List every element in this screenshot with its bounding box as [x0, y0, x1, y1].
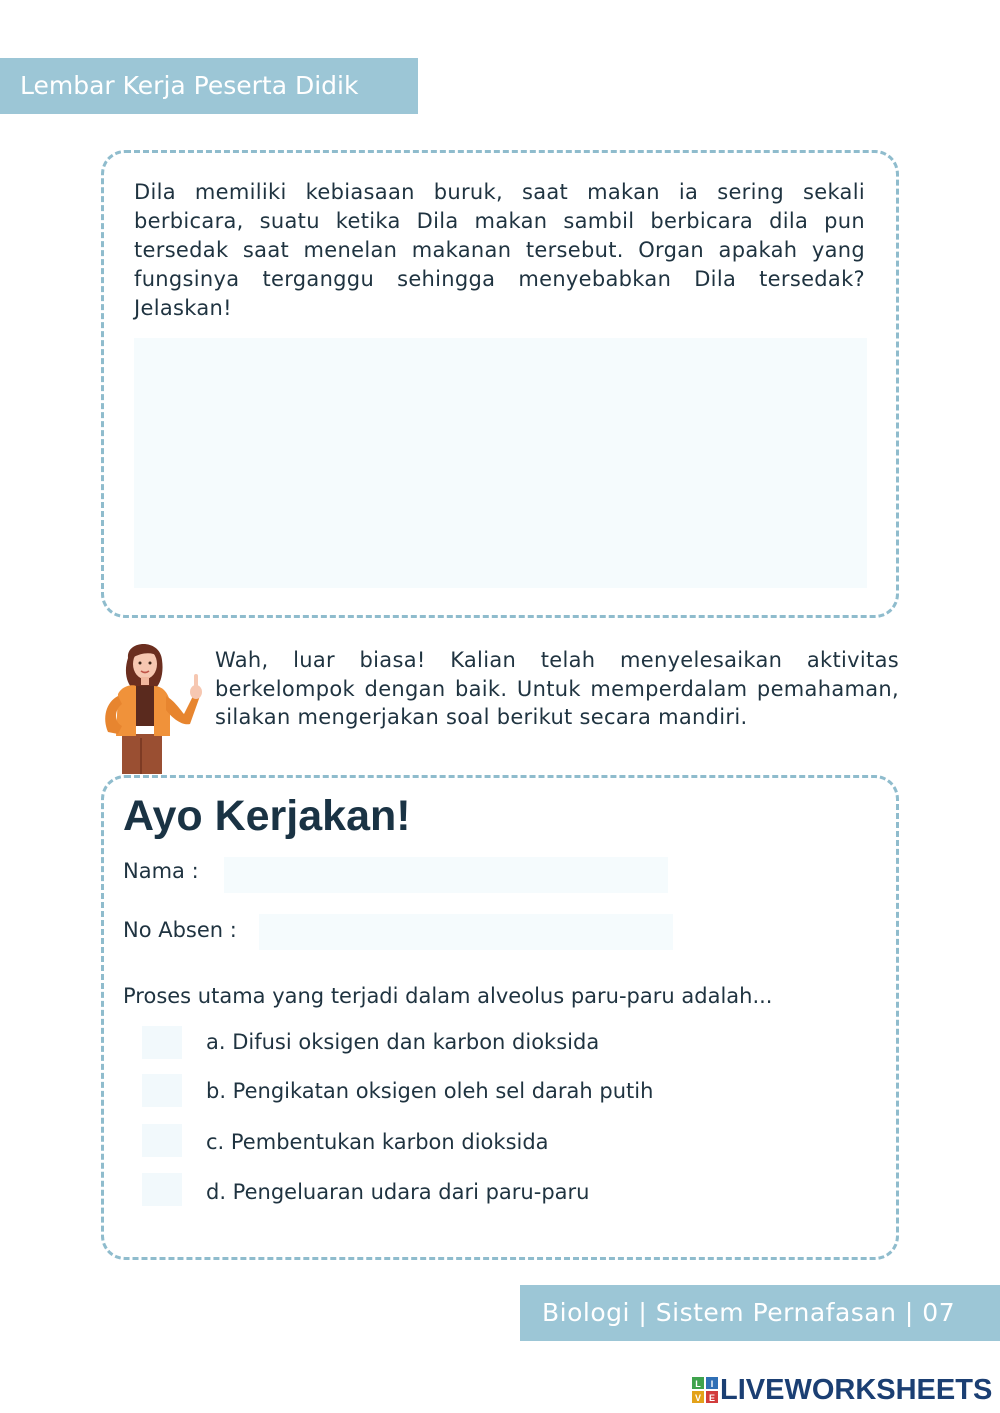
name-label: Nama :	[123, 859, 199, 883]
option-c-label: c. Pembentukan karbon dioksida	[206, 1130, 549, 1154]
intro-text: Wah, luar biasa! Kalian telah menyelesaikan aktivitas berkelompok dengan baik. Untuk memperdalam pemahaman, silakan mengerjakan soal berikut secara mandiri.	[215, 648, 899, 729]
teacher-illustration	[98, 638, 206, 774]
option-d[interactable]	[142, 1173, 842, 1207]
option-a[interactable]	[142, 1026, 842, 1060]
option-a-label: a. Difusi oksigen dan karbon dioksida	[206, 1030, 600, 1054]
logo-letter-1: L	[695, 1379, 701, 1389]
liveworksheets-wordmark: LIVEWORKSHEETS	[720, 1373, 993, 1406]
mc-question-text: Proses utama yang terjadi dalam alveolus paru-paru adalah...	[123, 984, 773, 1008]
liveworksheets-logo-icon	[692, 1377, 718, 1403]
essay-question-text: Dila memiliki kebiasaan buruk, saat makan ia sering sekali berbicara, suatu ketika Dila makan sambil berbicara dila pun tersedak saat menelan makanan tersebut. Organ apakah yang fungsinya terganggu sehingga menyebabkan Dila tersedak? Jelaskan!	[134, 180, 865, 320]
quiz-title: Ayo Kerjakan!	[123, 792, 411, 840]
option-c-checkbox[interactable]	[142, 1124, 182, 1157]
option-d-label: d. Pengeluaran udara dari paru-paru	[206, 1180, 590, 1204]
absen-label: No Absen :	[123, 918, 237, 942]
absen-input[interactable]	[259, 914, 673, 950]
liveworksheets-brand	[692, 1373, 992, 1407]
option-b-label: b. Pengikatan oksigen oleh sel darah putih	[206, 1079, 654, 1103]
worksheet-header: Lembar Kerja Peserta Didik	[0, 58, 418, 114]
logo-letter-3: V	[694, 1393, 702, 1403]
logo-letter-4: E	[708, 1393, 716, 1403]
name-input[interactable]	[224, 857, 668, 893]
footer-label: Biologi | Sistem Pernafasan | 07	[520, 1285, 1000, 1341]
option-d-checkbox[interactable]	[142, 1173, 182, 1206]
logo-letter-2: I	[710, 1379, 714, 1389]
option-c[interactable]	[142, 1124, 842, 1158]
option-a-checkbox[interactable]	[142, 1026, 182, 1059]
option-b[interactable]	[142, 1074, 842, 1108]
option-b-checkbox[interactable]	[142, 1074, 182, 1107]
essay-answer-input[interactable]	[134, 338, 867, 588]
